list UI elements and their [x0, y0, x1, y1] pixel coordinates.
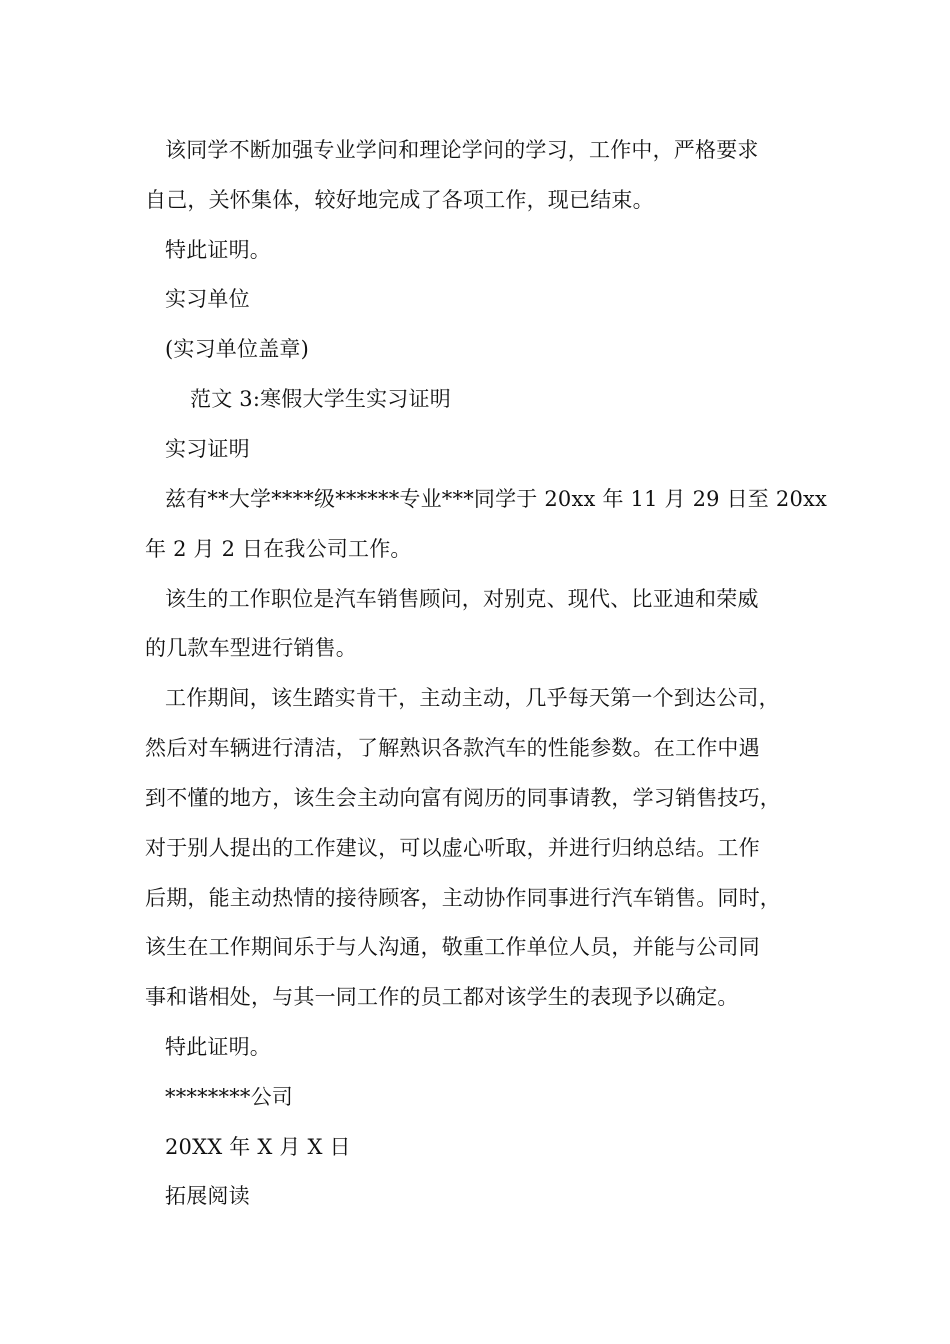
- document-title: 实习证明: [165, 437, 250, 461]
- paragraph-line: 年 2 月 2 日在我公司工作。: [145, 537, 412, 561]
- paragraph-line: 该生在工作期间乐于与人沟通，敬重工作单位人员，并能与公司同: [145, 935, 760, 959]
- further-reading-heading: 拓展阅读: [165, 1184, 250, 1208]
- paragraph-line: 该生的工作职位是汽车销售顾问，对别克、现代、比亚迪和荣威: [165, 587, 759, 611]
- paragraph-line: 工作期间，该生踏实肯干，主动主动，几乎每天第一个到达公司，: [165, 686, 780, 710]
- paragraph-line: 的几款车型进行销售。: [145, 636, 357, 660]
- paragraph-line: 兹有**大学****级******专业***同学于 20xx 年 11 月 29 日至 20xx: [165, 487, 828, 511]
- paragraph-line: 事和谐相处，与其一同工作的员工都对该学生的表现予以确定。: [145, 985, 739, 1009]
- company-signature: ********公司: [165, 1085, 293, 1109]
- signature-unit: 实习单位: [165, 287, 250, 311]
- paragraph-line: 后期，能主动热情的接待顾客，主动协作同事进行汽车销售。同时，: [145, 886, 781, 910]
- seal-note: (实习单位盖章): [165, 337, 309, 361]
- closing-statement: 特此证明。: [165, 238, 271, 262]
- paragraph-line: 到不懂的地方，该生会主动向富有阅历的同事请教，学习销售技巧，: [145, 786, 781, 810]
- closing-statement: 特此证明。: [165, 1035, 271, 1059]
- section-heading: 范文 3:寒假大学生实习证明: [190, 387, 451, 411]
- paragraph-line: 对于别人提出的工作建议，可以虚心听取，并进行归纳总结。工作: [145, 836, 760, 860]
- paragraph-line: 该同学不断加强专业学问和理论学问的学习，工作中，严格要求: [165, 138, 759, 162]
- paragraph-line: 然后对车辆进行清洁，了解熟识各款汽车的性能参数。在工作中遇: [145, 736, 760, 760]
- date-line: 20XX 年 X 月 X 日: [165, 1135, 351, 1159]
- paragraph-line: 自己，关怀集体，较好地完成了各项工作，现已结束。: [145, 188, 654, 212]
